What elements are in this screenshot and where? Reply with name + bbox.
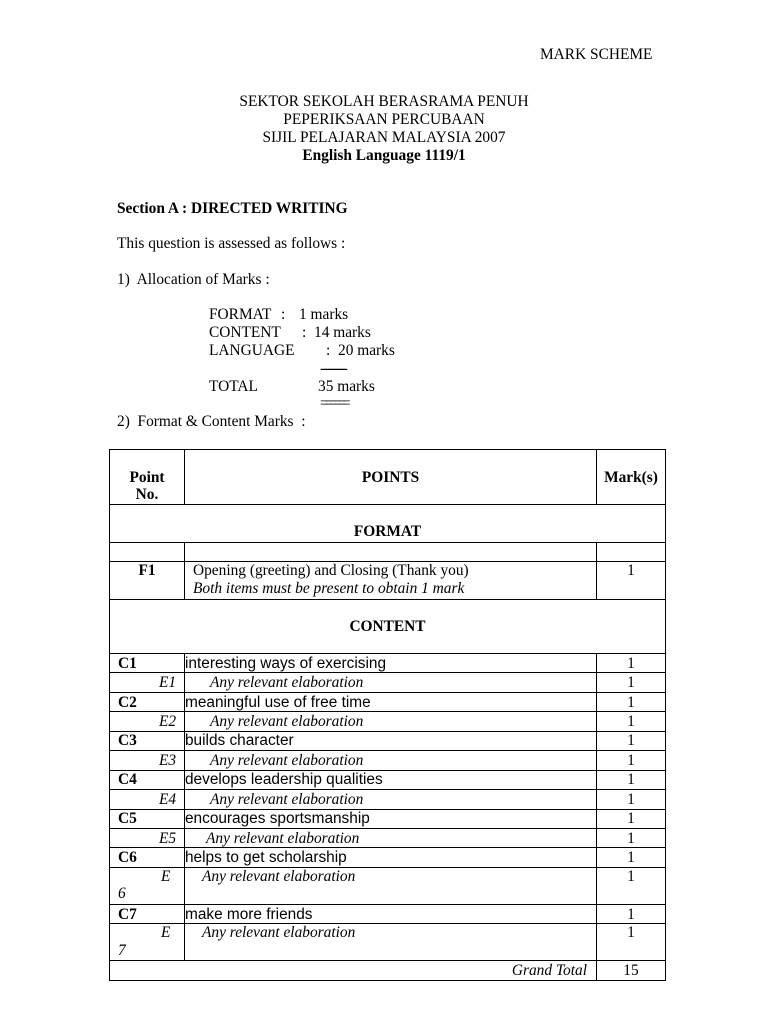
allocation-colon: :	[302, 324, 307, 341]
blank-cell	[597, 543, 666, 562]
mark-value: 1	[627, 810, 635, 828]
grand-total-value-cell	[597, 961, 666, 981]
grand-total-label-cell	[110, 961, 597, 981]
point-cell	[110, 848, 185, 867]
content-section-row	[110, 600, 666, 654]
content-point-row	[110, 848, 666, 867]
section-heading: Section A : DIRECTED WRITING	[117, 200, 348, 217]
elaboration-text: Any relevant elaboration	[202, 867, 356, 885]
point-description-cell	[185, 673, 597, 692]
allocation-colon: :	[326, 342, 331, 359]
allocation-value: 20 marks	[338, 342, 395, 359]
mark-cell	[597, 731, 666, 750]
mark-value: 1	[627, 693, 635, 711]
mark-cell	[597, 924, 666, 961]
mark-value: 1	[627, 732, 635, 750]
title-line-organisation: SEKTOR SEKOLAH BERASRAMA PENUH	[239, 93, 529, 110]
format-section-heading: FORMAT	[353, 523, 422, 540]
point-description-cell	[185, 828, 597, 847]
mark-cell	[597, 848, 666, 867]
point-label: C6	[118, 849, 137, 867]
point-description: make more friends	[185, 905, 313, 923]
point-description: develops leadership qualities	[185, 771, 383, 789]
mark-value: 1	[627, 562, 635, 579]
exam-title	[0, 93, 768, 165]
point-description-cell	[185, 867, 597, 904]
point-cell	[110, 562, 185, 600]
mark-cell	[597, 673, 666, 692]
point-description-cell	[185, 848, 597, 867]
content-point-row	[110, 770, 666, 789]
content-point-row	[110, 731, 666, 750]
mark-scheme-label: MARK SCHEME	[540, 46, 653, 63]
format-content-heading: 2) Format & Content Marks :	[117, 413, 306, 430]
point-label: C7	[118, 905, 137, 923]
allocation-sum-rule	[209, 360, 429, 378]
allocation-label: CONTENT	[209, 324, 281, 341]
mark-cell	[597, 562, 666, 600]
point-cell	[110, 751, 185, 770]
allocation-total	[209, 378, 429, 396]
elaboration-row	[110, 867, 666, 904]
point-label: E1	[159, 674, 177, 692]
point-description-cell	[185, 751, 597, 770]
mark-value: 1	[627, 829, 635, 847]
elaboration-row	[110, 673, 666, 692]
point-cell	[110, 692, 185, 711]
header-point-no-cell	[110, 450, 185, 505]
mark-value: 1	[627, 713, 635, 731]
point-description-cell	[185, 904, 597, 923]
mark-cell	[597, 904, 666, 923]
header-point-no: Point No.	[129, 469, 165, 503]
content-point-row	[110, 692, 666, 711]
mark-value: 1	[627, 924, 635, 942]
point-description: interesting ways of exercising	[185, 654, 387, 672]
point-label-continued: 6	[118, 885, 126, 903]
point-label: E2	[159, 713, 177, 731]
point-cell	[110, 828, 185, 847]
mark-cell	[597, 809, 666, 828]
point-description-cell	[185, 562, 597, 600]
point-cell	[110, 790, 185, 809]
mark-cell	[597, 712, 666, 731]
elaboration-text: Any relevant elaboration	[210, 790, 364, 808]
mark-cell	[597, 790, 666, 809]
mark-value: 1	[627, 674, 635, 692]
content-point-row	[110, 809, 666, 828]
elaboration-row	[110, 828, 666, 847]
elaboration-text: Any relevant elaboration	[210, 674, 364, 692]
mark-value: 1	[627, 849, 635, 867]
grand-total-value: 15	[623, 962, 639, 980]
subject-title: English Language 1119/1	[302, 147, 466, 164]
point-description-cell	[185, 712, 597, 731]
mark-cell	[597, 692, 666, 711]
elaboration-row	[110, 751, 666, 770]
allocation-language	[209, 342, 429, 360]
content-section-cell	[110, 600, 666, 654]
sum-rule: ----------	[320, 360, 346, 377]
elaboration-text: Any relevant elaboration	[210, 713, 364, 731]
point-cell	[110, 924, 185, 961]
content-section-heading: CONTENT	[349, 617, 426, 635]
title-line-exam: PEPERIKSAAN PERCUBAAN	[283, 111, 485, 128]
content-point-row	[110, 904, 666, 923]
point-cell	[110, 867, 185, 904]
point-label: F1	[138, 562, 156, 579]
point-description: builds character	[185, 732, 294, 750]
blank-cell	[110, 543, 185, 562]
format-section-row	[110, 505, 666, 543]
point-cell	[110, 654, 185, 673]
point-cell	[110, 673, 185, 692]
point-description: meaningful use of free time	[185, 693, 371, 711]
allocation-double-rule	[209, 395, 429, 413]
point-description-cell	[185, 731, 597, 750]
header-points: POINTS	[361, 469, 420, 486]
mark-cell	[597, 770, 666, 789]
mark-value: 1	[627, 867, 635, 885]
header-points-cell	[185, 450, 597, 505]
mark-value: 1	[627, 751, 635, 769]
point-description: Opening (greeting) and Closing (Thank you)	[193, 562, 469, 579]
point-label: E	[161, 867, 171, 885]
mark-value: 1	[627, 654, 635, 672]
point-description-cell	[185, 770, 597, 789]
point-cell	[110, 770, 185, 789]
allocation-colon: :	[281, 306, 286, 323]
blank-row	[110, 543, 666, 562]
title-line-certificate: SIJIL PELAJARAN MALAYSIA 2007	[262, 129, 506, 146]
mark-cell	[597, 751, 666, 770]
point-description: helps to get scholarship	[185, 849, 347, 867]
mark-value: 1	[627, 905, 635, 923]
header-marks: Mark(s)	[604, 469, 658, 486]
format-content-marks-table	[109, 449, 666, 981]
point-cell	[110, 731, 185, 750]
assessment-intro: This question is assessed as follows :	[117, 235, 346, 252]
elaboration-text: Any relevant elaboration	[206, 829, 360, 847]
elaboration-row	[110, 924, 666, 961]
content-rows	[110, 654, 666, 961]
mark-cell	[597, 828, 666, 847]
point-description-cell	[185, 654, 597, 673]
content-point-row	[110, 654, 666, 673]
point-label: E3	[159, 751, 177, 769]
point-cell	[110, 809, 185, 828]
header-marks-cell	[597, 450, 666, 505]
mark-value: 1	[627, 790, 635, 808]
total-value: 35 marks	[318, 378, 375, 395]
point-label: C2	[118, 693, 137, 711]
allocation-format	[209, 306, 429, 324]
mark-cell	[597, 867, 666, 904]
elaboration-text: Any relevant elaboration	[202, 924, 356, 942]
point-label: C5	[118, 810, 137, 828]
table-header-row	[110, 450, 666, 505]
mark-cell	[597, 654, 666, 673]
elaboration-text: Any relevant elaboration	[210, 751, 364, 769]
format-section-cell	[110, 505, 666, 543]
point-description-cell	[185, 692, 597, 711]
point-label: E5	[159, 829, 177, 847]
point-label-continued: 7	[118, 941, 126, 959]
format-point-row	[110, 562, 666, 600]
elaboration-row	[110, 790, 666, 809]
point-label: C3	[118, 732, 137, 750]
point-label: C4	[118, 771, 137, 789]
point-cell	[110, 904, 185, 923]
point-description-cell	[185, 809, 597, 828]
grand-total-row	[110, 961, 666, 981]
point-label: C1	[118, 654, 137, 672]
point-label: E	[161, 924, 171, 942]
point-cell	[110, 712, 185, 731]
point-label: E4	[159, 790, 177, 808]
allocation-label: LANGUAGE	[209, 342, 295, 359]
point-description-cell	[185, 924, 597, 961]
double-rule: ======	[320, 395, 347, 412]
allocation-content	[209, 324, 429, 342]
total-label: TOTAL	[209, 378, 258, 395]
point-description-cell	[185, 790, 597, 809]
grand-total-label: Grand Total	[511, 962, 587, 980]
mark-value: 1	[627, 771, 635, 789]
allocation-label: FORMAT	[209, 306, 272, 323]
allocation-value: 14 marks	[314, 324, 371, 341]
blank-cell	[185, 543, 597, 562]
elaboration-row	[110, 712, 666, 731]
point-description: encourages sportsmanship	[185, 810, 370, 828]
point-note: Both items must be present to obtain 1 mark	[193, 580, 465, 597]
allocation-value: 1 marks	[299, 306, 349, 323]
allocation-heading: 1) Allocation of Marks :	[117, 271, 270, 288]
